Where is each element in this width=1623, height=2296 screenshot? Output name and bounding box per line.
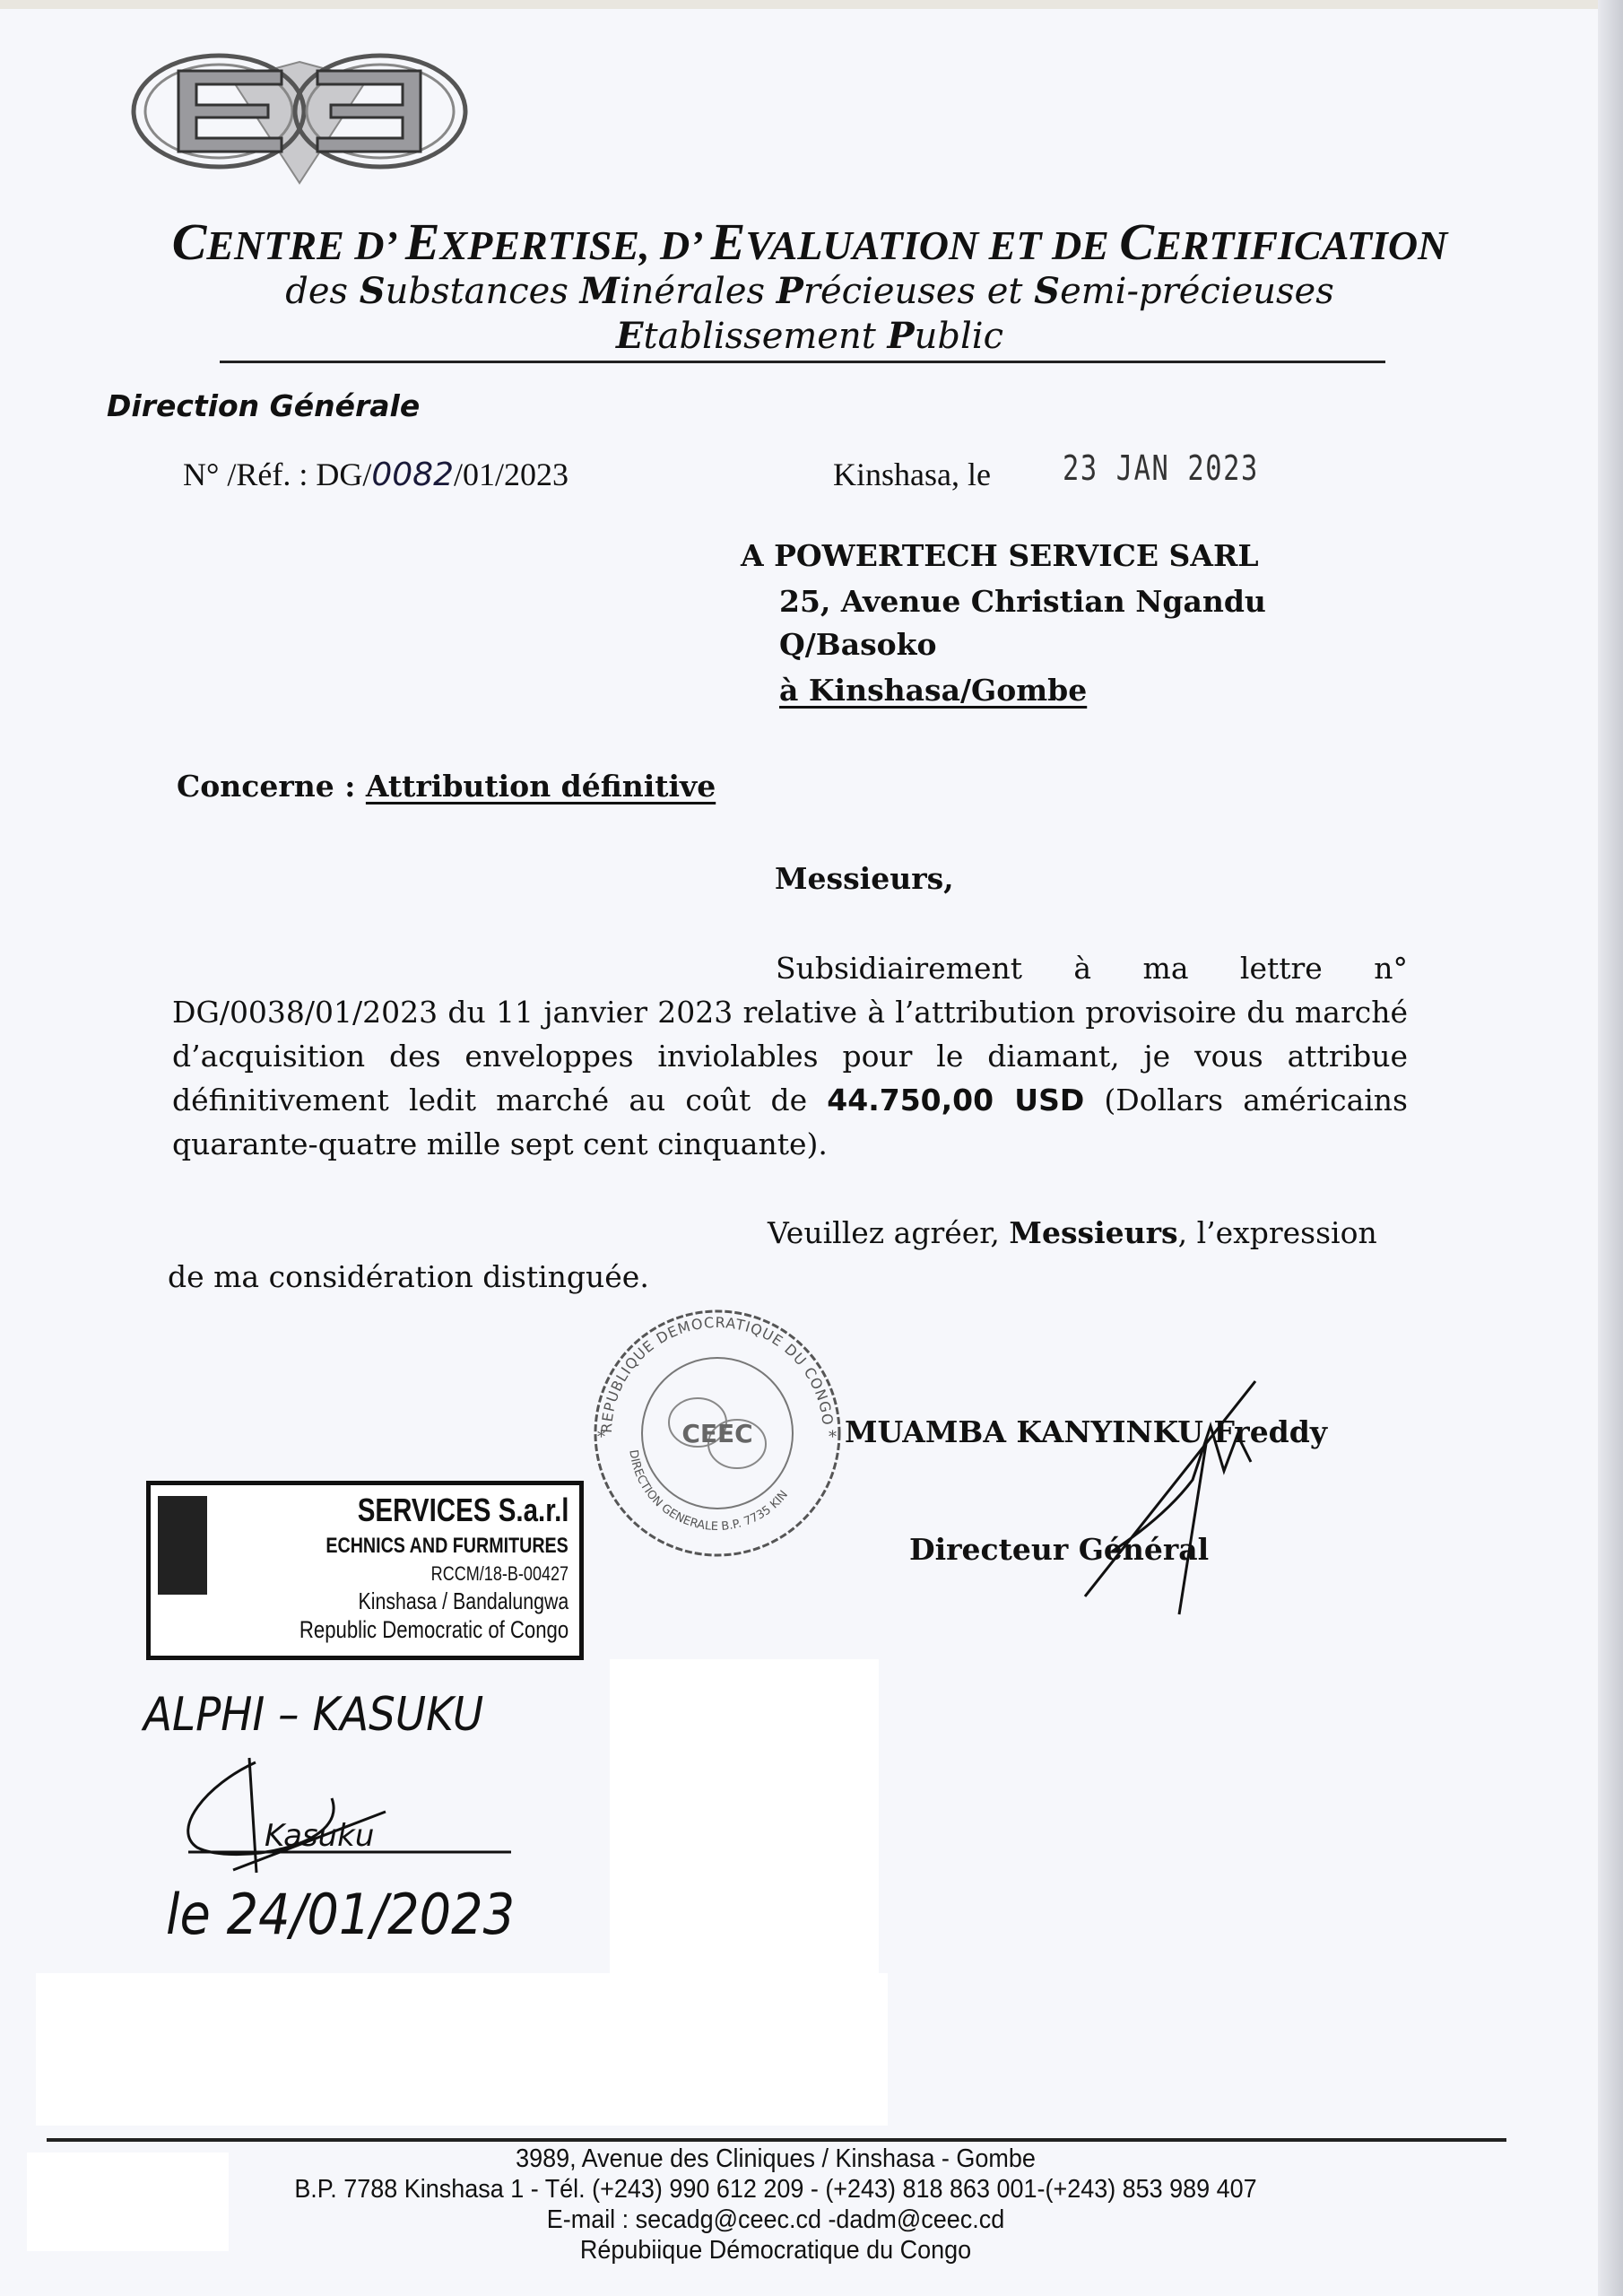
receipt-date-handwritten: le 24/01/2023 (166, 1882, 516, 1947)
title-part: ENTRE D’ (206, 222, 405, 268)
footer-country: Répubiique Démocratique du Congo (579, 2236, 972, 2265)
status-part: tablissement (643, 316, 888, 357)
organization-title (128, 215, 1491, 273)
reference-handwritten-number: 0082 (371, 457, 454, 493)
subtitle-part: emi-précieuses (1060, 271, 1334, 312)
stamp-line: SERVICES S.a.r.l (357, 1492, 568, 1528)
salutation: Messieurs, (775, 861, 954, 896)
seal-outer-text: REPUBLIQUE DEMOCRATIQUE DU CONGO (597, 1313, 837, 1434)
title-part: E (710, 213, 746, 271)
subtitle-part: S (359, 270, 386, 312)
closing-text: Veuillez agréer, (768, 1215, 1010, 1250)
closing-line-1 (768, 1214, 1377, 1252)
addressee-line: 25, Avenue Christian Ngandu (779, 584, 1266, 619)
seal-inner-text: DIRECTION GENERALE B.P. 7735 KIN (626, 1448, 792, 1535)
header-divider (220, 361, 1385, 363)
signatory-name: MUAMBA KANYINKU Freddy (845, 1414, 1328, 1449)
seal-star: * (597, 1428, 605, 1447)
subject (177, 769, 716, 804)
seal-center-text: CEEC (681, 1419, 753, 1448)
stamp-line: RCCM/18-B-00427 (430, 1562, 568, 1585)
title-part: ERTIFICATION (1154, 222, 1448, 268)
closing-line-2: de ma considération distinguée. (168, 1259, 649, 1294)
seal-star: * (829, 1428, 837, 1447)
footer-email: E-mail : secadg@ceec.cd -dadm@ceec.cd (546, 2205, 1005, 2234)
signatory-title: Directeur Général (909, 1532, 1210, 1567)
department-label: Direction Générale (107, 388, 421, 423)
organization-status (128, 316, 1491, 357)
reference-number (183, 456, 568, 494)
receipt-name-handwritten: ALPHI – KASUKU (143, 1688, 484, 1742)
status-part: ublic (914, 316, 1003, 357)
closing-text: , l’expression (1177, 1215, 1377, 1250)
company-logo-icon (158, 1496, 207, 1595)
title-part: E (404, 213, 440, 271)
recipient-company-stamp (146, 1481, 584, 1660)
redaction-patch (36, 1973, 888, 2126)
official-seal (592, 1308, 843, 1559)
closing-bold: Messieurs (1009, 1215, 1178, 1250)
title-part: C (171, 213, 207, 271)
title-part: XPERTISE, D’ (439, 222, 711, 268)
footer-divider (47, 2138, 1506, 2142)
date-stamp: 23 JAN 2023 (1063, 448, 1259, 488)
subject-value: Attribution définitive (365, 769, 716, 804)
subtitle-part: inérales (619, 271, 777, 312)
status-part: E (616, 315, 644, 357)
footer-address: 3989, Avenue des Cliniques / Kinshasa - Gombe (516, 2144, 1036, 2173)
title-part: C (1119, 213, 1155, 271)
addressee-line: A POWERTECH SERVICE SARL (741, 538, 1259, 573)
stamp-line: Kinshasa / Bandalungwa (358, 1587, 568, 1614)
subtitle-part: des (285, 271, 360, 312)
letter-body (172, 946, 1408, 1166)
stamp-line: ECHNICS AND FURMITURES (325, 1534, 568, 1558)
footer-phone: B.P. 7788 Kinshasa 1 - Tél. (+243) 990 612 209 - (+243) 818 863 001-(+243) 853 989 407 (294, 2175, 1257, 2204)
organization-subtitle (128, 271, 1491, 312)
title-part: VALUATION ET DE (745, 222, 1120, 268)
reference-suffix: /01/2023 (454, 457, 569, 492)
subtitle-part: S (1034, 270, 1061, 312)
body-text: Subsidiairement à ma lettre n° DG/0038/01/2023 du 11 janvier 2023 relative à l’attribution provisoire du marché d’acquisition des enveloppes inviolables pour le diamant, je vous attribue définitivement ledit marché au coût de (172, 951, 1408, 1118)
addressee-line: Q/Basoko (779, 627, 937, 662)
subtitle-part: M (579, 270, 620, 312)
status-part: P (887, 315, 915, 357)
ceec-logo (125, 44, 474, 187)
addressee-line: à Kinshasa/Gombe (779, 673, 1088, 708)
reference-prefix: N° /Réf. : DG/ (183, 457, 372, 492)
svg-text:REPUBLIQUE DEMOCRATIQUE DU CON (598, 1314, 837, 1433)
subtitle-part: P (776, 270, 803, 312)
contract-amount: 44.750,00 USD (827, 1083, 1085, 1118)
paper-right-edge (1598, 0, 1623, 2296)
subtitle-part: ubstances (385, 271, 580, 312)
signature-text: Kasuku (265, 1818, 375, 1854)
director-signature (1058, 1372, 1291, 1623)
place-label: Kinshasa, le (833, 457, 991, 492)
body-text: (Dollars américains quarante-quatre mille sept cent cinquante). (172, 1083, 1408, 1161)
subtitle-part: récieuses et (803, 271, 1035, 312)
paper-top-edge (0, 0, 1623, 9)
subject-label: Concerne : (177, 769, 356, 804)
receipt-signature (170, 1749, 529, 1874)
stamp-line: Republic Democratic of Congo (299, 1616, 568, 1643)
redaction-patch (610, 1659, 879, 2018)
